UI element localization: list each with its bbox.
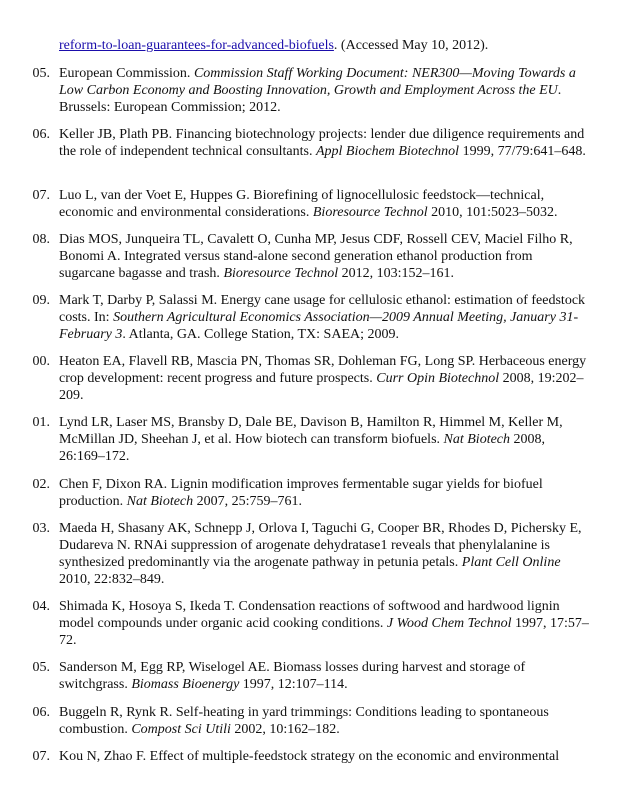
reference-number: 06. — [32, 705, 50, 720]
reference-link[interactable]: reform-to-loan-guarantees-for-advanced-biofuels — [59, 38, 334, 53]
reference-text: Shimada K, Hosoya S, Ikeda T. Condensation reactions of softwood and hardwood lignin model compounds under organic acid cooking conditions. J Wood Chem Technol 1997, 17:57–72. — [59, 599, 589, 648]
reference-number: 07. — [32, 188, 50, 203]
reference-number: 09. — [32, 293, 50, 308]
reference-number: 05. — [32, 660, 50, 675]
reference-text: Heaton EA, Flavell RB, Mascia PN, Thomas SR, Dohleman FG, Long SP. Herbaceous energy crop development: recent progress and future prospects. Curr Opin Biotechnol 2008, 19:202–209. — [59, 354, 587, 403]
reference-text: Lynd LR, Laser MS, Bransby D, Dale BE, Davison B, Hamilton R, Himmel M, Keller M, McMillan JD, Sheehan J, et al. How biotech can transform biofuels. Nat Biotech 2008, 26:169–172. — [59, 415, 563, 464]
reference-number: 01. — [32, 415, 50, 430]
reference-number: 07. — [32, 749, 50, 764]
reference-number: 04. — [32, 599, 50, 614]
reference-number: 08. — [32, 232, 50, 247]
reference-text: Dias MOS, Junqueira TL, Cavalett O, Cunha MP, Jesus CDF, Rossell CEV, Maciel Filho R, Bonomi A. Integrated versus stand-alone second generation ethanol production from sugarcane bagasse and trash. Bioresource Technol 2012, 103:152–161. — [59, 232, 573, 281]
reference-text: Kou N, Zhao F. Effect of multiple-feedstock strategy on the economic and environmental — [59, 749, 560, 764]
reference-text: Maeda H, Shasany AK, Schnepp J, Orlova I, Taguchi G, Cooper BR, Rhodes D, Pichersky E, Dudareva N. RNAi suppression of arogenate dehydratase1 reveals that phenylalanine is synthesized predominantly via the arogenate pathway in petunia petals. Plant Cell Online 2010, 22:832–849. — [59, 521, 582, 587]
reference-text: Sanderson M, Egg RP, Wiselogel AE. Biomass losses during harvest and storage of switchgrass. Biomass Bioenergy 1997, 12:107–114. — [59, 660, 526, 692]
reference-number: 02. — [32, 477, 50, 492]
reference-text: Buggeln R, Rynk R. Self-heating in yard trimmings: Conditions leading to spontaneous combustion. Compost Sci Utili 2002, 10:162–182. — [59, 705, 549, 737]
reference-text: Chen F, Dixon RA. Lignin modification improves fermentable sugar yields for biofuel production. Nat Biotech 2007, 25:759–761. — [59, 477, 543, 509]
reference-text: European Commission. Commission Staff Working Document: NER300—Moving Towards a Low Carbon Economy and Boosting Innovation, Growth and Employment Across the EU. Brussels: European Commission; 2012. — [59, 66, 576, 115]
reference-number: 03. — [32, 521, 50, 536]
reference-number: 06. — [32, 127, 50, 142]
reference-text: Luo L, van der Voet E, Huppes G. Biorefining of lignocellulosic feedstock—technical, economic and environmental considerations. Bioresource Technol 2010, 101:5023–5032. — [59, 188, 558, 220]
reference-text: reform-to-loan-guarantees-for-advanced-biofuels. (Accessed May 10, 2012). — [59, 38, 489, 53]
reference-number: 05. — [32, 66, 50, 81]
reference-text: Keller JB, Plath PB. Financing biotechnology projects: lender due diligence requirements and the role of independent technical consultants. Appl Biochem Biotechnol 1999, 77/79:641–648. — [59, 127, 586, 159]
reference-text: Mark T, Darby P, Salassi M. Energy cane usage for cellulosic ethanol: estimation of feedstock costs. In: Southern Agricultural Economics Association—2009 Annual Meeting, January 31-February 3. Atlanta, GA. College Station, TX: SAEA; 2009. — [59, 293, 586, 342]
reference-number: 00. — [32, 354, 50, 369]
